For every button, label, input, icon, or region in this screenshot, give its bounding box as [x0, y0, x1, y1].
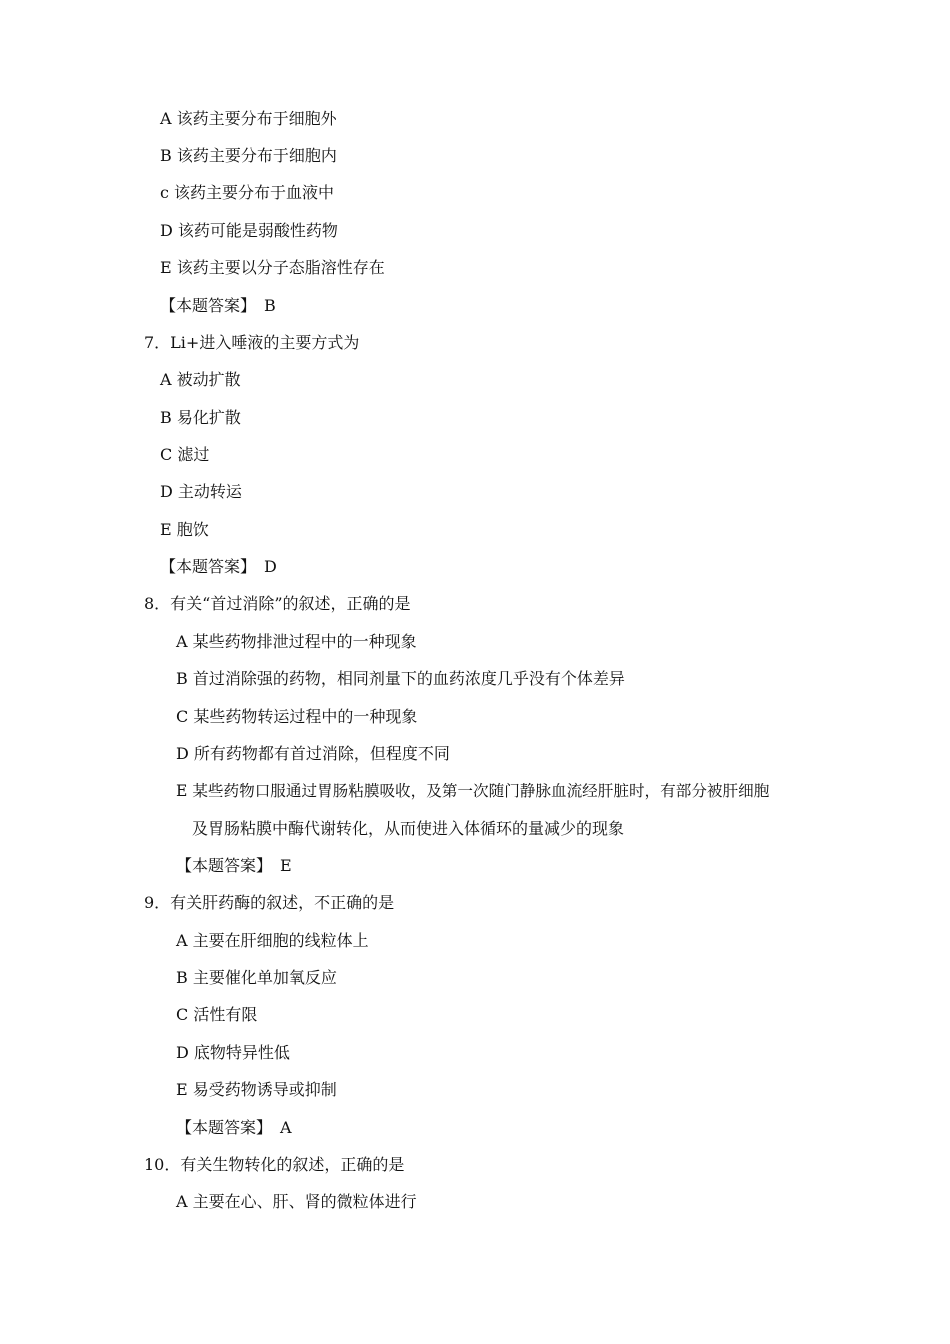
q8-stem: 8．有关“首过消除”的叙述，正确的是: [144, 594, 411, 613]
q9-answer: 【本题答案】 A: [176, 1118, 292, 1137]
q8-option-d: D 所有药物都有首过消除，但程度不同: [176, 744, 450, 763]
q6-option-a: A 该药主要分布于细胞外: [160, 109, 337, 128]
q9-option-e: E 易受药物诱导或抑制: [176, 1080, 337, 1099]
q8-option-e-continued: 及胃肠粘膜中酶代谢转化，从而使进入体循环的量减少的现象: [192, 819, 625, 838]
q7-option-e: E 胞饮: [160, 520, 209, 539]
q7-option-d: D 主动转运: [160, 482, 242, 501]
q8-option-a: A 某些药物排泄过程中的一种现象: [176, 632, 417, 651]
q7-answer: 【本题答案】 D: [160, 557, 277, 576]
q10-option-a: A 主要在心、肝、肾的微粒体进行: [176, 1192, 417, 1211]
q8-option-c: C 某些药物转运过程中的一种现象: [176, 707, 418, 726]
q7-option-b: B 易化扩散: [160, 408, 241, 427]
q10-stem: 10．有关生物转化的叙述，正确的是: [144, 1155, 405, 1174]
q6-option-b: B 该药主要分布于细胞内: [160, 146, 337, 165]
q6-answer: 【本题答案】 B: [160, 296, 276, 315]
q9-option-a: A 主要在肝细胞的线粒体上: [176, 931, 369, 950]
q9-option-d: D 底物特异性低: [176, 1043, 290, 1062]
q6-option-c: c 该药主要分布于血液中: [160, 183, 335, 202]
q8-option-e: E 某些药物口服通过胃肠粘膜吸收，及第一次随门静脉血流经肝脏时，有部分被肝细胞: [176, 782, 770, 800]
q7-option-c: C 滤过: [160, 445, 210, 464]
q9-stem: 9．有关肝药酶的叙述，不正确的是: [144, 893, 395, 912]
q8-option-b: B 首过消除强的药物，相同剂量下的血药浓度几乎没有个体差异: [176, 669, 625, 688]
q6-option-d: D 该药可能是弱酸性药物: [160, 221, 338, 240]
q6-option-e: E 该药主要以分子态脂溶性存在: [160, 258, 385, 277]
q9-option-b: B 主要催化单加氧反应: [176, 968, 337, 987]
q9-option-c: C 活性有限: [176, 1005, 258, 1024]
q7-option-a: A 被动扩散: [160, 370, 241, 389]
q7-stem: 7．Li+进入唾液的主要方式为: [144, 333, 360, 352]
q8-answer: 【本题答案】 E: [176, 856, 292, 875]
